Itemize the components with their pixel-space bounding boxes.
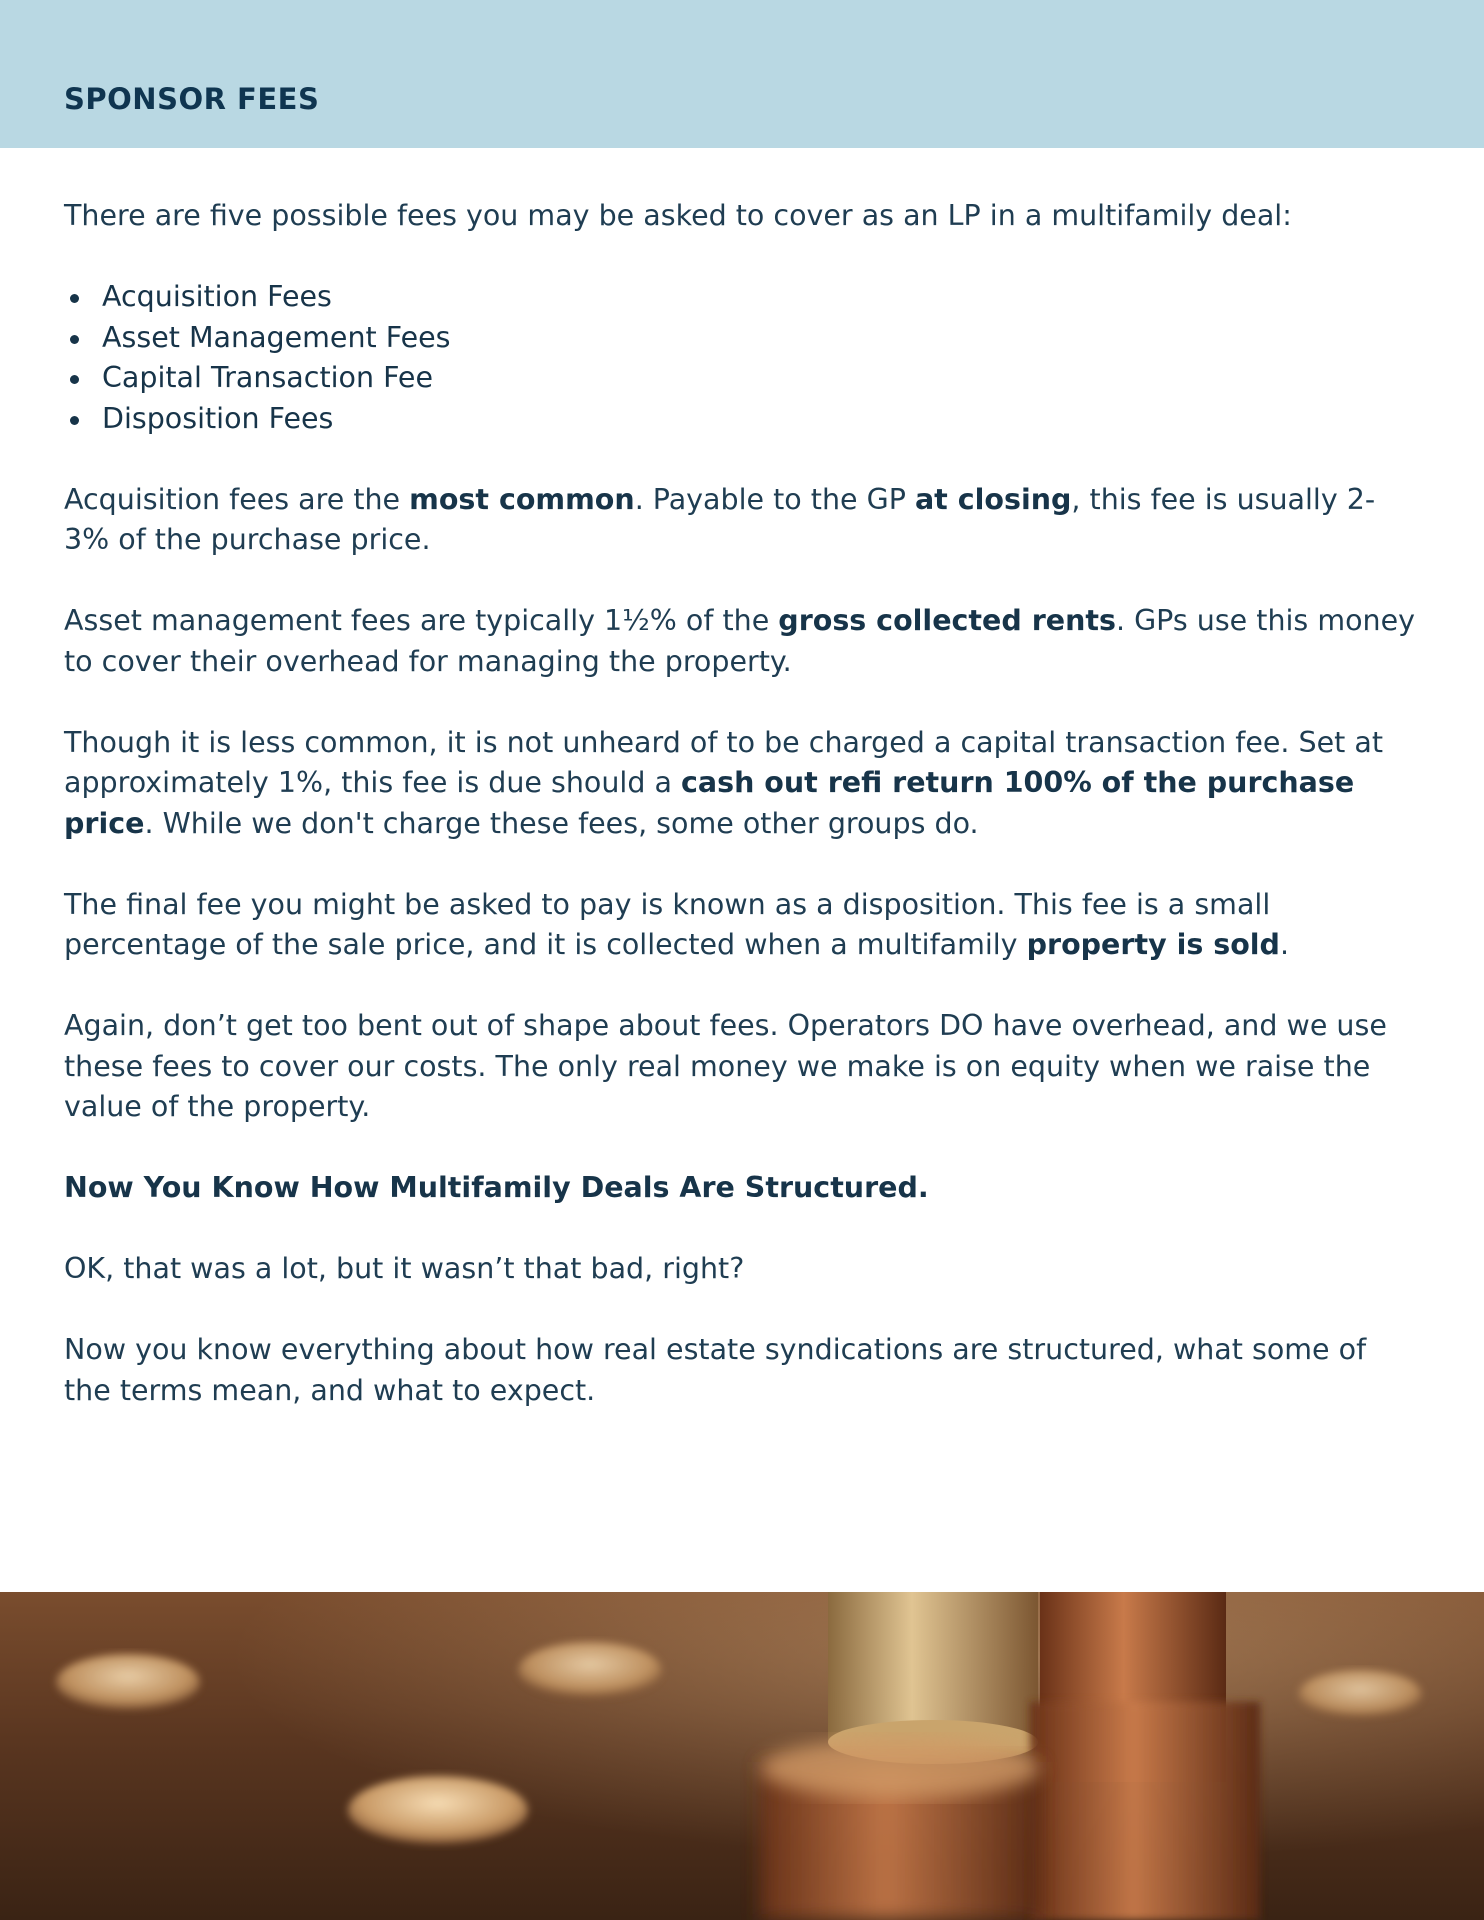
text-span: , this fee is usually 2-3% of the purchase price. — [64, 482, 1376, 556]
main-content — [64, 196, 1420, 1452]
emphasis-text: property is sold — [1026, 928, 1280, 961]
list-item: Capital Transaction Fee — [102, 358, 1420, 399]
intro-paragraph: There are five possible fees you may be asked to cover as an LP in a multifamily deal: — [64, 199, 1292, 232]
emphasis-text: cash out refi return 100% of the purchase price — [64, 766, 1355, 840]
text-span: The final fee you might be asked to pay is known as a disposition. This fee is a small percentage of the sale price, and it is collected when a multifamily — [64, 887, 1271, 961]
emphasis-text: gross collected rents — [778, 604, 1116, 637]
emphasis-text: at closing — [914, 482, 1072, 516]
text-span: Though it is less common, it is not unheard of to be charged a capital transaction fee. Set at approximately 1%, this fee is due should a — [64, 725, 1384, 799]
page-title: SPONSOR FEES — [64, 82, 320, 116]
capital-transaction-paragraph — [64, 723, 1420, 845]
coins-illustration — [0, 1592, 1484, 1920]
disposition-paragraph — [64, 885, 1420, 966]
emphasis-text: most common — [409, 482, 635, 516]
again-paragraph: Again, don’t get too bent out of shape about fees. Operators DO have overhead, and we use these fees to cover our costs. The only real money we make is on equity when we raise the value of the property. — [64, 1009, 1387, 1123]
acquisition-paragraph — [64, 480, 1420, 561]
ok-paragraph: OK, that was a lot, but it wasn’t that bad, right? — [64, 1252, 745, 1285]
text-span: . While we don't charge these fees, some other groups do. — [144, 806, 979, 840]
text-span: Acquisition fees are the — [64, 482, 410, 516]
text-span: . Payable to the GP — [634, 482, 915, 516]
asset-management-paragraph — [64, 601, 1420, 682]
list-item: Disposition Fees — [102, 399, 1420, 440]
text-span: . GPs use this money to cover their overhead for managing the property. — [64, 604, 1415, 678]
text-span: Asset management fees are typically 1½% of the — [64, 604, 779, 637]
list-item: Acquisition Fees — [102, 277, 1420, 318]
list-item: Asset Management Fees — [102, 318, 1420, 359]
fee-list — [64, 277, 1420, 439]
text-span: . — [1279, 928, 1290, 961]
coins-photo — [0, 1592, 1484, 1920]
header-band — [0, 0, 1484, 148]
section-subheading: Now You Know How Multifamily Deals Are Structured. — [64, 1171, 929, 1204]
closing-paragraph: Now you know everything about how real estate syndications are structured, what some of the terms mean, and what to expect. — [64, 1333, 1367, 1407]
